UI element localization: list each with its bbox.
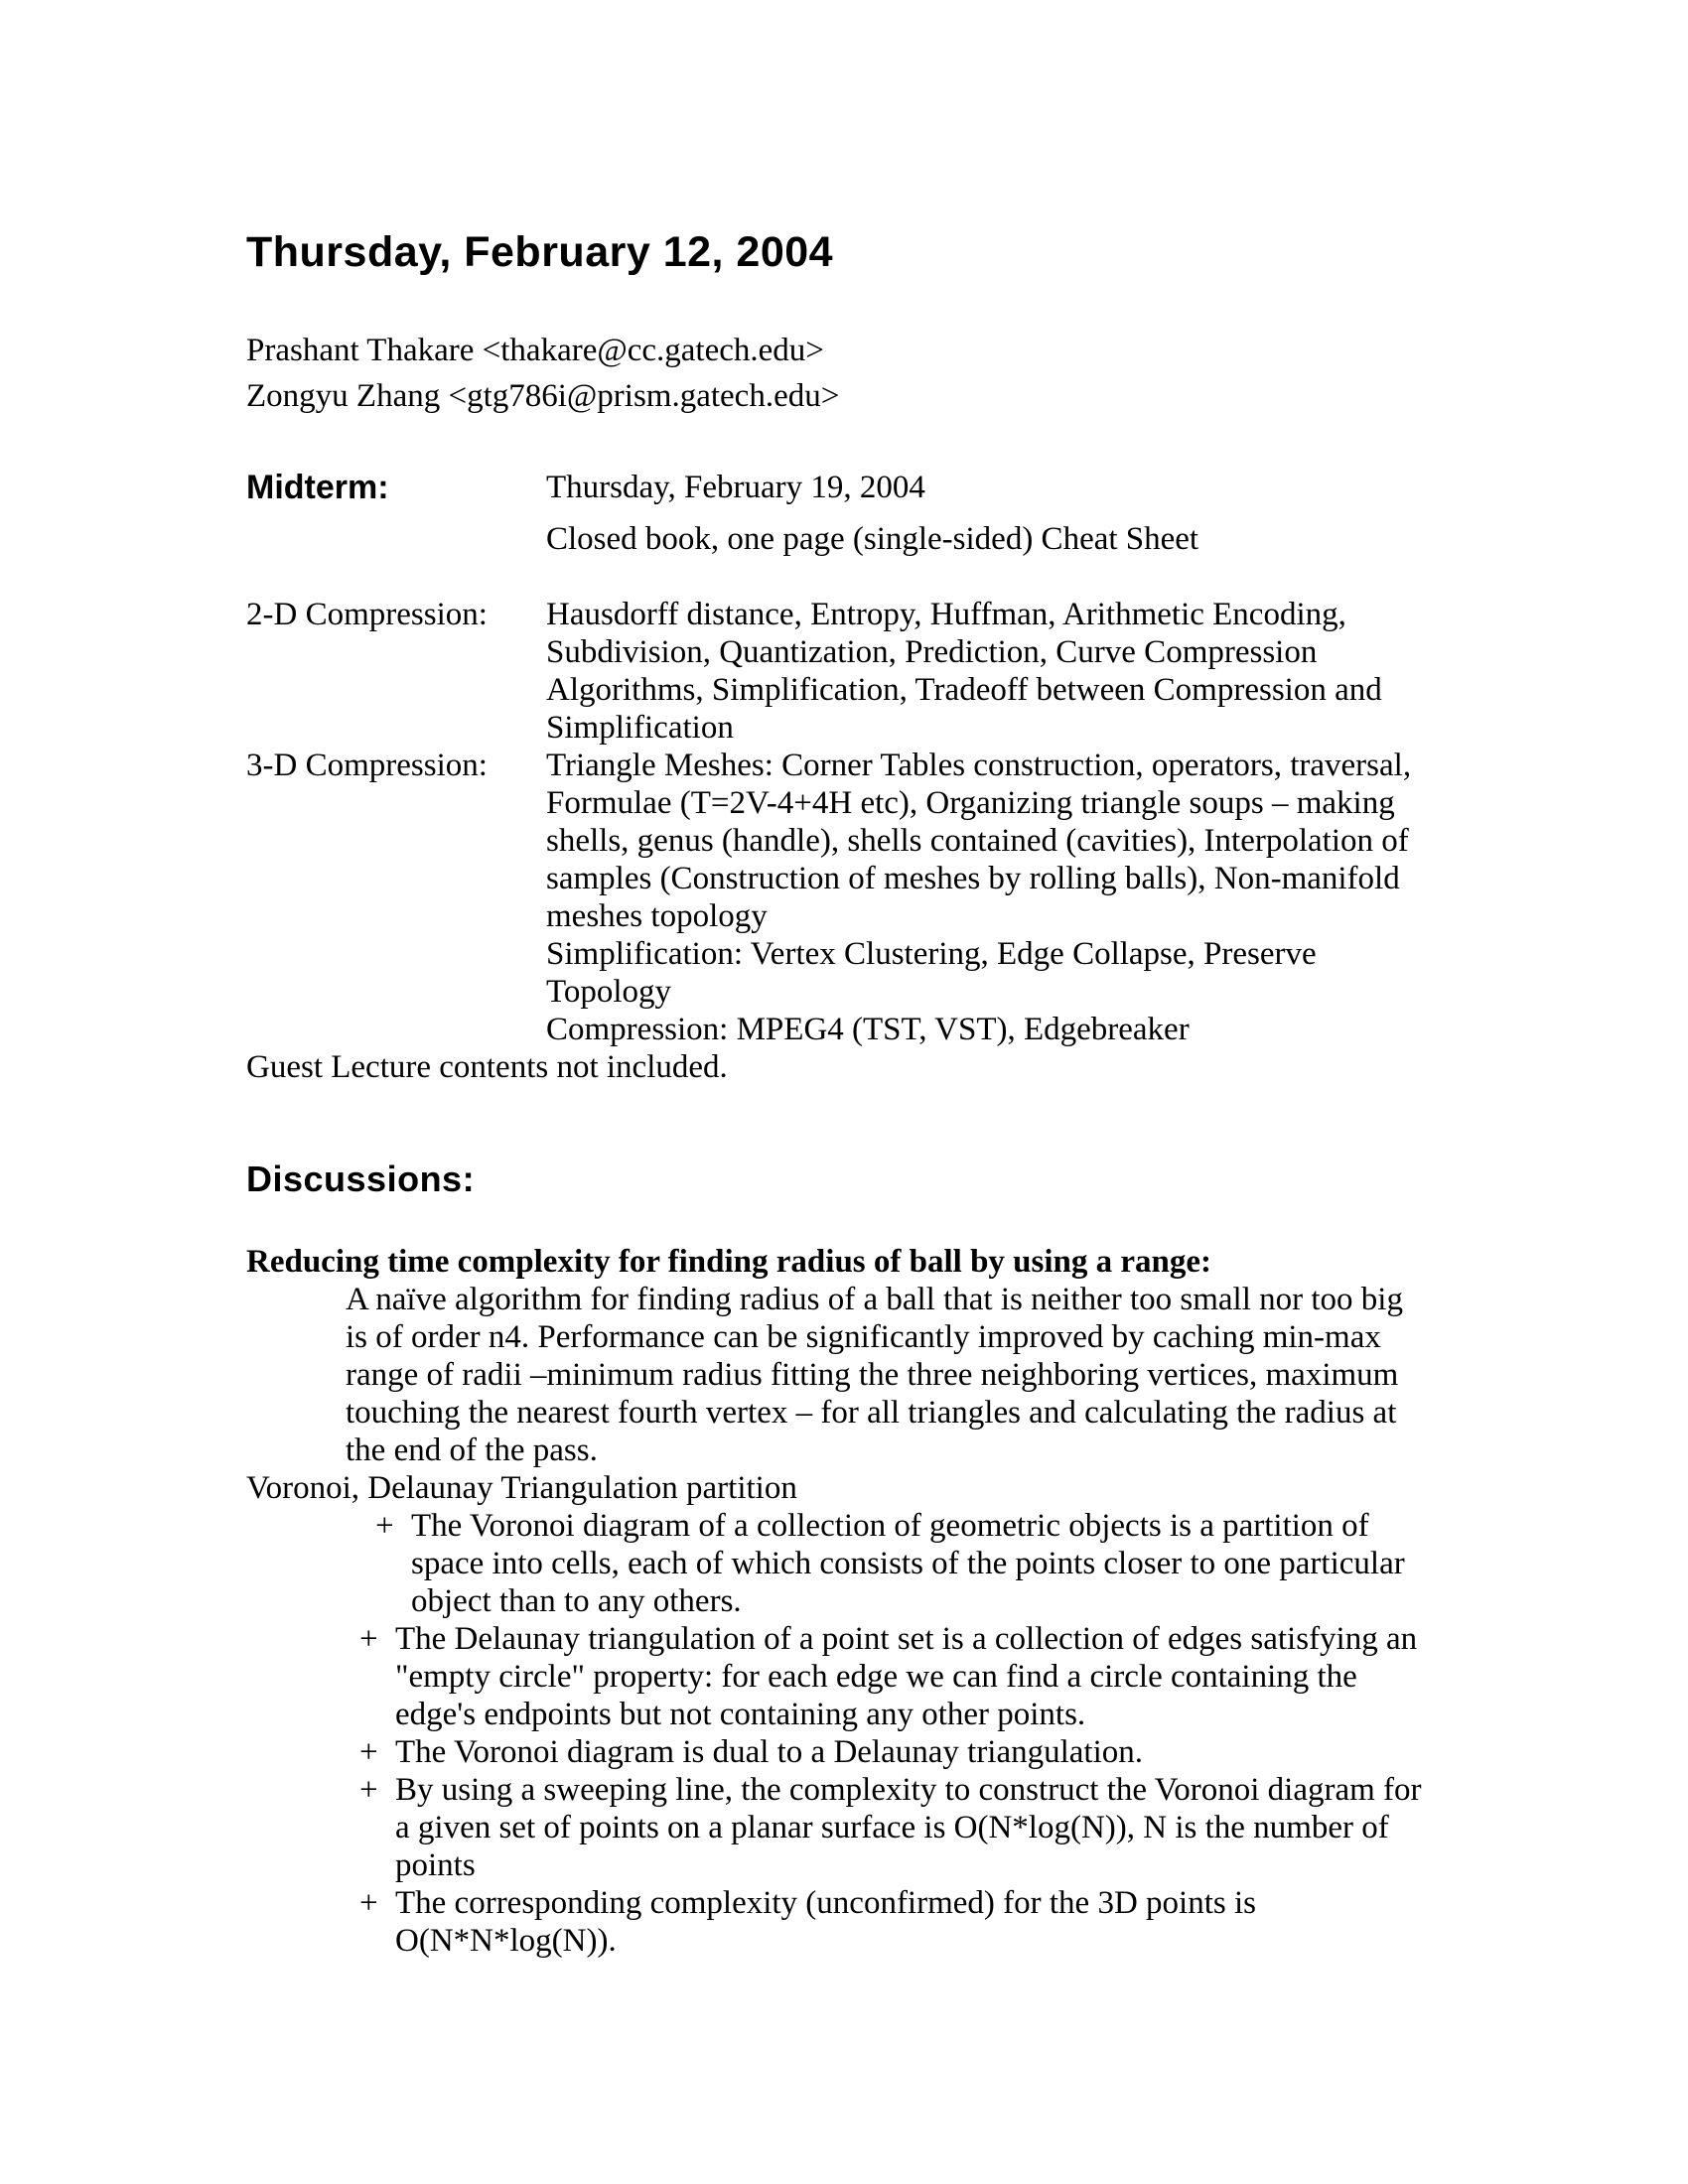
text-line: O(N*N*log(N)). [395,1923,617,1959]
list-item-text [395,1733,1519,1771]
text-line: a given set of points on a planar surface is O(N*log(N)), N is the number of [395,1810,1389,1845]
text-line: samples (Construction of meshes by rolling balls), Non-manifold [546,861,1400,896]
compression-2d-label: 2-D Compression: [246,597,488,632]
text-line: Hausdorff distance, Entropy, Huffman, Arithmetic Encoding, [546,597,1346,632]
text-line: shells, genus (handle), shells contained (cavities), Interpolation of [546,823,1409,859]
plus-bullet-marker: + [359,1885,378,1921]
text-line: is of order n4. Performance can be significantly improved by caching min-max [346,1319,1381,1355]
text-line: Triangle Meshes: Corner Tables construction, operators, traversal, [546,748,1412,783]
text-line: Formulae (T=2V-4+4H etc), Organizing triangle soups – making [546,785,1395,821]
text-line: the end of the pass. [346,1433,598,1468]
midterm-row [246,469,1519,558]
text-line: touching the nearest fourth vertex – for all triangles and calculating the radius at [346,1395,1397,1431]
text-line: Topology [546,974,672,1010]
compression-3d-row [246,747,1519,1048]
text-line: "empty circle" property: for each edge we can find a circle containing the [395,1659,1357,1695]
text-line: The Voronoi diagram of a collection of geometric objects is a partition of [411,1508,1369,1544]
midterm-value [546,469,1519,558]
text-line: The Voronoi diagram is dual to a Delaunay triangulation. [395,1734,1144,1770]
list-item [375,1507,1519,1620]
list-item [359,1620,1519,1733]
text-line: points [395,1847,476,1883]
author-lines [246,328,1519,419]
text-line: By using a sweeping line, the complexity to construct the Voronoi diagram for [395,1772,1422,1808]
text-line: Subdivision, Quantization, Prediction, Curve Compression [546,634,1318,670]
list-item-text [395,1771,1519,1884]
text-line: Simplification [546,710,734,746]
discussions-heading: Discussions: [246,1159,476,1199]
compression-3d-label: 3-D Compression: [246,748,488,783]
list-item-text [411,1507,1519,1620]
page-title: Thursday, February 12, 2004 [246,228,834,276]
list-item-text [395,1620,1519,1733]
voronoi-topic-heading: Voronoi, Delaunay Triangulation partition [246,1470,797,1506]
plus-bullet-marker: + [375,1508,394,1544]
text-line: A naïve algorithm for finding radius of a ball that is neither too small nor too big [346,1282,1403,1317]
text-line: meshes topology [546,898,768,934]
text-line: Algorithms, Simplification, Tradeoff between Compression and [546,672,1382,708]
text-line: Thursday, February 19, 2004 [546,470,925,505]
text-line: Simplification: Vertex Clustering, Edge Collapse, Preserve [546,936,1317,972]
text-line: The corresponding complexity (unconfirmed) for the 3D points is [395,1885,1256,1921]
compression-3d-topics [546,747,1519,1048]
text-line: Zongyu Zhang <gtg786i@prism.gatech.edu> [246,378,840,414]
text-line: Compression: MPEG4 (TST, VST), Edgebreaker [546,1012,1190,1047]
text-line: space into cells, each of which consists of the points closer to one particular [411,1546,1405,1581]
plus-bullet-marker: + [359,1734,378,1770]
plus-bullet-marker: + [359,1772,378,1808]
plus-bullet-marker: + [359,1621,378,1657]
text-line: range of radii –minimum radius fitting the three neighboring vertices, maximum [346,1357,1399,1393]
text-line: Closed book, one page (single-sided) Cheat Sheet [546,521,1199,557]
text-line: Prashant Thakare <thakare@cc.gatech.edu> [246,333,824,368]
compression-2d-topics [546,596,1519,747]
radius-topic-body [346,1281,1519,1469]
list-item-text [395,1884,1519,1960]
list-item [359,1771,1519,1884]
guest-lecture-note: Guest Lecture contents not included. [246,1049,728,1085]
list-item [359,1733,1519,1771]
text-line: The Delaunay triangulation of a point set is a collection of edges satisfying an [395,1621,1418,1657]
radius-topic-heading: Reducing time complexity for finding radius of ball by using a range: [246,1244,1212,1280]
compression-2d-row [246,596,1519,747]
text-line: edge's endpoints but not containing any other points. [395,1697,1086,1732]
text-line: object than to any others. [411,1583,742,1619]
midterm-label: Midterm: [246,469,389,506]
list-item [359,1884,1519,1960]
